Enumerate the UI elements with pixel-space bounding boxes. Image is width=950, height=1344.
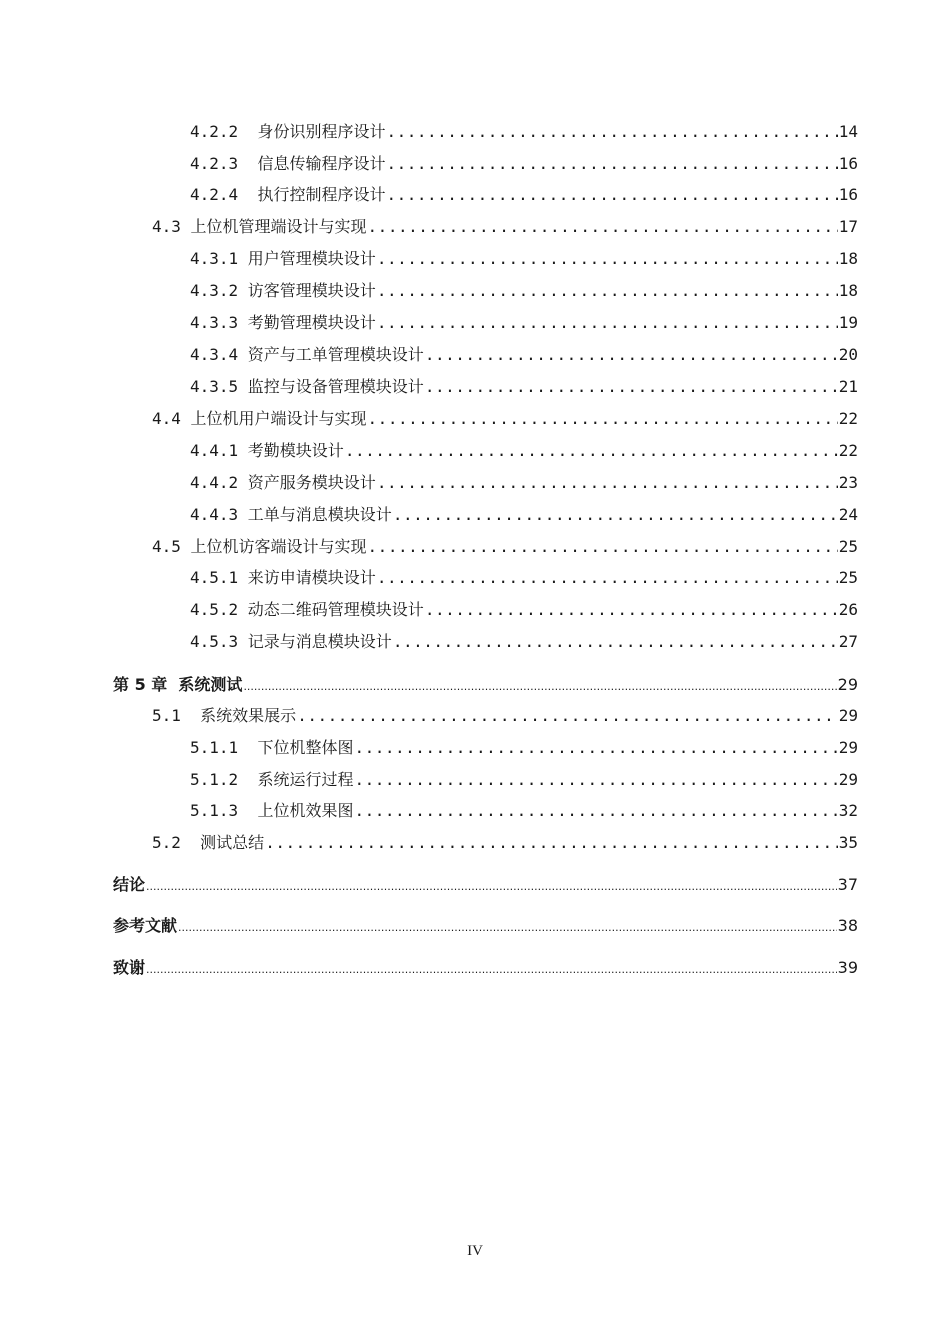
toc-title: 资产与工单管理模块设计: [247, 345, 424, 364]
toc-page-number: 22: [838, 409, 858, 428]
toc-entry-acknowledgements[interactable]: [113, 955, 858, 981]
toc-page-number: 18: [838, 281, 858, 300]
dot-leader: [425, 342, 838, 368]
toc-entry-4-4-3[interactable]: [190, 502, 858, 528]
dot-leader: [425, 374, 838, 400]
toc-number: 4.4: [152, 409, 191, 428]
toc-entry-4-2-4[interactable]: [190, 182, 858, 208]
toc-number: 4.3.1: [190, 249, 248, 268]
toc-title: 考勤管理模块设计: [247, 313, 376, 332]
toc-title: 动态二维码管理模块设计: [247, 600, 424, 619]
toc-page-number: 23: [838, 473, 858, 492]
dot-leader: [368, 406, 838, 432]
toc-entry-5-1-3[interactable]: [190, 798, 858, 824]
toc-title: 系统测试: [178, 675, 243, 694]
toc-entry-5-1-2[interactable]: [190, 767, 858, 793]
dot-leader: [377, 310, 838, 336]
toc-page-number: 16: [838, 185, 858, 204]
toc-entry-conclusion[interactable]: [113, 872, 858, 898]
dot-leader: [386, 119, 837, 145]
toc-number: 4.5: [152, 537, 191, 556]
toc-page-number: 35: [838, 833, 858, 852]
toc-entry-4-5-3[interactable]: [190, 629, 858, 655]
toc-number: 4.5.3: [190, 632, 248, 651]
dot-leader: [377, 278, 838, 304]
toc-title: 测试总结: [200, 833, 265, 852]
dot-leader: [377, 246, 838, 272]
toc-page-number: 22: [838, 441, 858, 460]
toc-number: 4.2.2: [190, 122, 258, 141]
page-footer-number: IV: [467, 1243, 483, 1259]
toc-page-number: 14: [838, 122, 858, 141]
toc-entry-references[interactable]: [113, 913, 858, 939]
toc-entry-4-5[interactable]: [152, 534, 858, 560]
toc-entry-4-3-2[interactable]: [190, 278, 858, 304]
toc-number: 4.3.5: [190, 377, 248, 396]
dot-leader: [354, 767, 837, 793]
toc-title: 系统效果展示: [200, 706, 297, 725]
toc-title: 上位机管理端设计与实现: [190, 217, 367, 236]
toc-title: 记录与消息模块设计: [247, 632, 392, 651]
toc-page-number: 37: [837, 875, 858, 894]
toc-page-number: 24: [838, 505, 858, 524]
toc-title: 系统运行过程: [257, 770, 354, 789]
toc-number: 4.3.3: [190, 313, 248, 332]
dot-leader: [345, 438, 838, 464]
toc-title: 工单与消息模块设计: [247, 505, 392, 524]
toc-page-number: 25: [838, 537, 858, 556]
toc-number: 4.3: [152, 217, 191, 236]
toc-title: 访客管理模块设计: [247, 281, 376, 300]
toc-entry-4-3[interactable]: [152, 214, 858, 240]
dot-leader: [368, 534, 838, 560]
toc-page-number: 29: [838, 738, 858, 757]
dot-leader: [368, 214, 838, 240]
toc-entry-4-3-4[interactable]: [190, 342, 858, 368]
dot-leader: [377, 470, 838, 496]
toc-page-number: 18: [838, 249, 858, 268]
toc-number: 5.1.1: [190, 738, 258, 757]
dot-leader: [377, 565, 838, 591]
toc-title: 执行控制程序设计: [257, 185, 386, 204]
dot-leader: [243, 672, 836, 700]
toc-title: 下位机整体图: [257, 738, 354, 757]
toc-number: 4.3.2: [190, 281, 248, 300]
toc-entry-4-2-2[interactable]: [190, 119, 858, 145]
toc-entry-4-5-2[interactable]: [190, 597, 858, 623]
toc-number: 4.3.4: [190, 345, 248, 364]
toc-title: 来访申请模块设计: [247, 568, 376, 587]
dot-leader: [146, 872, 837, 900]
toc-entry-4-5-1[interactable]: [190, 565, 858, 591]
toc-page-number: 39: [837, 958, 858, 977]
toc-number: 5.2: [152, 833, 201, 852]
toc-title: 信息传输程序设计: [257, 154, 386, 173]
toc-number: 4.5.2: [190, 600, 248, 619]
toc-page-number: 29: [838, 770, 858, 789]
dot-leader: [393, 502, 838, 528]
toc-title: 用户管理模块设计: [247, 249, 376, 268]
toc-page-number: 17: [838, 217, 858, 236]
toc-title: 参考文献: [113, 916, 178, 935]
dot-leader: [386, 151, 837, 177]
toc-entry-4-2-3[interactable]: [190, 151, 858, 177]
toc-entry-4-3-1[interactable]: [190, 246, 858, 272]
dot-leader: [354, 798, 837, 824]
toc-page-number: 16: [838, 154, 858, 173]
toc-number: 第 5 章: [113, 675, 179, 694]
toc-entry-chapter-5[interactable]: [113, 672, 858, 698]
toc-entry-4-4-2[interactable]: [190, 470, 858, 496]
toc-entry-5-1[interactable]: [152, 703, 858, 729]
toc-page-number: 38: [837, 916, 858, 935]
toc-title: 资产服务模块设计: [247, 473, 376, 492]
toc-title: 结论: [113, 875, 146, 894]
toc-number: 5.1: [152, 706, 201, 725]
toc-number: 4.4.3: [190, 505, 248, 524]
toc-number: 4.2.3: [190, 154, 258, 173]
dot-leader: [386, 182, 837, 208]
toc-number: 4.4.2: [190, 473, 248, 492]
toc-title: 上位机用户端设计与实现: [190, 409, 367, 428]
toc-title: 考勤模块设计: [247, 441, 344, 460]
toc-title: 身份识别程序设计: [257, 122, 386, 141]
toc-page-number: 29: [838, 706, 858, 725]
toc-page-number: 29: [837, 675, 858, 694]
toc-entry-4-4-1[interactable]: [190, 438, 858, 464]
toc-page-number: 32: [838, 801, 858, 820]
toc-title: 上位机效果图: [257, 801, 354, 820]
dot-leader: [146, 955, 837, 983]
toc-entry-4-4[interactable]: [152, 406, 858, 432]
toc-title: 监控与设备管理模块设计: [247, 377, 424, 396]
toc-page-number: 27: [838, 632, 858, 651]
toc-number: 5.1.3: [190, 801, 258, 820]
toc-title: 致谢: [113, 958, 146, 977]
toc-page-number: 26: [838, 600, 858, 619]
toc-entry-4-3-3[interactable]: [190, 310, 858, 336]
toc-number: 5.1.2: [190, 770, 258, 789]
toc-entry-4-3-5[interactable]: [190, 374, 858, 400]
toc-page-number: 25: [838, 568, 858, 587]
toc-entry-5-2[interactable]: [152, 830, 858, 856]
toc-page-number: 21: [838, 377, 858, 396]
toc-entry-5-1-1[interactable]: [190, 735, 858, 761]
toc-page-number: 20: [838, 345, 858, 364]
dot-leader: [425, 597, 838, 623]
toc-page-number: 19: [838, 313, 858, 332]
toc-title: 上位机访客端设计与实现: [190, 537, 367, 556]
dot-leader: [178, 913, 837, 941]
dot-leader: [297, 703, 838, 729]
toc-number: 4.5.1: [190, 568, 248, 587]
dot-leader: [393, 629, 838, 655]
toc-number: 4.4.1: [190, 441, 248, 460]
dot-leader: [354, 735, 837, 761]
toc-number: 4.2.4: [190, 185, 258, 204]
dot-leader: [265, 830, 838, 856]
